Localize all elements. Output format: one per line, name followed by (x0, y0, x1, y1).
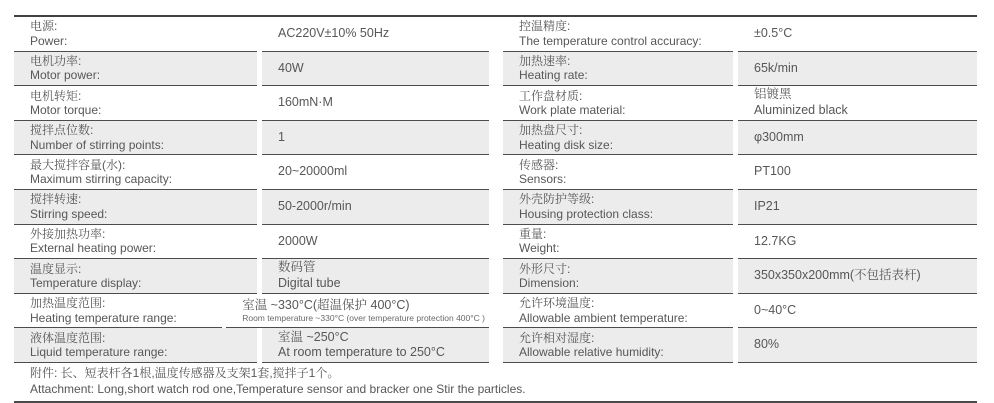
spec-value: 65k/min (754, 60, 798, 75)
spec-value: 1 (278, 129, 285, 144)
spec-value: IP21 (754, 198, 780, 213)
spec-value: 0~40°C (754, 302, 797, 317)
spec-value-cell (738, 86, 977, 121)
spec-label-cell (14, 17, 257, 52)
label-zh: 电机转矩: (30, 88, 82, 103)
spec-label-cell (503, 52, 733, 87)
spec-row-relative-humidity (503, 328, 977, 363)
spec-row-power (14, 17, 489, 52)
spec-row-motor-power (14, 52, 489, 87)
label-en: Dimension: (519, 275, 580, 290)
spec-row-stirring-points (14, 121, 489, 156)
spec-value: 160mN·M (278, 95, 333, 110)
label-en: Sensors: (519, 172, 567, 187)
label-zh: 允许环境温度: (519, 296, 595, 311)
spec-value-cell (262, 259, 489, 294)
label-en: Power: (30, 33, 68, 48)
spec-value: 20~20000ml (278, 164, 348, 179)
spec-label-cell (14, 121, 257, 156)
label-zh: 外接加热功率: (30, 226, 106, 241)
spec-row-weight (503, 225, 977, 260)
spec-label-cell (503, 225, 733, 260)
label-en: Weight: (519, 241, 560, 256)
spec-table-right (503, 17, 977, 363)
spec-value-line2: At room temperature to 250°C (278, 345, 445, 360)
label-zh: 允许相对湿度: (519, 330, 595, 345)
label-en: Number of stirring points: (30, 137, 165, 152)
spec-value-cell (262, 225, 489, 260)
spec-value: 数码管 (278, 260, 316, 275)
attachment-text-en: Attachment: Long,short watch rod one,Temperature sensor and bracker one Stir the particles. (30, 381, 526, 396)
spec-value: 80% (754, 337, 780, 352)
label-zh: 温度显示: (30, 261, 82, 276)
spec-value-cell (738, 155, 977, 190)
spec-label-cell (14, 86, 257, 121)
spec-value-cell (262, 86, 489, 121)
spec-value-cell (262, 17, 489, 52)
spec-label-cell (503, 155, 733, 190)
spec-value-cell (262, 190, 489, 225)
spec-value-cell (738, 17, 977, 52)
spec-row-external-heating-power (14, 225, 489, 260)
spec-label-cell (503, 190, 733, 225)
spec-row-heating-disk-size (503, 121, 977, 156)
label-zh: 外形尺寸: (519, 261, 571, 276)
label-zh: 搅拌点位数: (30, 123, 94, 138)
label-en: Allowable ambient temperature: (519, 310, 688, 325)
label-en: Stirring speed: (30, 206, 108, 221)
label-en: Heating disk size: (519, 137, 614, 152)
spec-tables (14, 15, 977, 363)
spec-row-temp-control-accuracy (503, 17, 977, 52)
spec-label-cell (503, 328, 733, 363)
label-en: The temperature control accuracy: (519, 33, 702, 48)
spec-value: 50-2000r/min (278, 198, 352, 213)
spec-value-cell (226, 294, 489, 329)
spec-row-stirring-capacity (14, 155, 489, 190)
spec-label-cell (14, 259, 257, 294)
spec-value: 室温 ~250°C (278, 329, 349, 344)
spec-label-cell (503, 294, 733, 329)
spec-row-housing-protection (503, 190, 977, 225)
spec-row-liquid-temp-range (14, 328, 489, 363)
spec-row-heating-temp-range (14, 294, 489, 329)
spec-row-sensors (503, 155, 977, 190)
label-zh: 传感器: (519, 157, 559, 172)
spec-value-cell (738, 259, 977, 294)
label-zh: 外壳防护等级: (519, 192, 595, 207)
spec-value: φ300mm (754, 129, 804, 144)
label-en: Motor torque: (30, 102, 102, 117)
attachment-note (14, 363, 977, 403)
label-zh: 加热盘尺寸: (519, 123, 583, 138)
label-zh: 控温精度: (519, 19, 571, 34)
spec-value-line2: Digital tube (278, 275, 341, 290)
label-en: Temperature display: (30, 275, 142, 290)
label-en: Motor power: (30, 68, 101, 83)
label-en: Maximum stirring capacity: (30, 172, 173, 187)
spec-sheet (14, 15, 977, 403)
spec-value-cell (738, 225, 977, 260)
spec-row-ambient-temperature (503, 294, 977, 329)
spec-value: 2000W (278, 233, 318, 248)
label-zh: 电机功率: (30, 54, 82, 68)
spec-label-cell (503, 86, 733, 121)
label-zh: 最大搅拌容量(水): (30, 157, 126, 172)
attachment-text-zh: 附件: 长、短表杆各1根,温度传感器及支架1套,搅拌子1个。 (30, 365, 340, 380)
spec-label-cell (14, 294, 222, 329)
spec-row-temperature-display (14, 259, 489, 294)
label-zh: 加热速率: (519, 54, 571, 68)
spec-value-line2: Room temperature ~330°C (over temperature protection 400°C ) (242, 313, 485, 324)
label-en: Allowable relative humidity: (519, 345, 664, 360)
spec-value: 室温 ~330°C(超温保护 400°C) (242, 297, 410, 312)
spec-value: AC220V±10% 50Hz (278, 25, 390, 40)
spec-value-line2: Aluminized black (754, 102, 848, 117)
spec-value-cell (262, 52, 489, 87)
label-zh: 重量: (519, 226, 547, 241)
label-en: Housing protection class: (519, 206, 654, 221)
spec-label-cell (503, 17, 733, 52)
spec-value: 铝镀黑 (754, 87, 792, 102)
spec-label-cell (503, 121, 733, 156)
spec-row-dimension (503, 259, 977, 294)
spec-label-cell (14, 328, 257, 363)
spec-value: PT100 (754, 164, 791, 179)
spec-row-stirring-speed (14, 190, 489, 225)
spec-value-cell (262, 155, 489, 190)
label-zh: 搅拌转速: (30, 192, 82, 207)
spec-value-cell (738, 52, 977, 87)
label-en: Liquid temperature range: (30, 345, 168, 360)
spec-value-cell (738, 121, 977, 156)
spec-row-motor-torque (14, 86, 489, 121)
label-en: Work plate material: (519, 102, 626, 117)
label-en: Heating rate: (519, 68, 588, 83)
label-en: External heating power: (30, 241, 157, 256)
spec-label-cell (14, 190, 257, 225)
spec-label-cell (503, 259, 733, 294)
spec-value-cell (738, 294, 977, 329)
label-en: Heating temperature range: (30, 310, 177, 325)
spec-value-cell (738, 190, 977, 225)
spec-value-cell (262, 328, 489, 363)
label-zh: 加热温度范围: (30, 296, 106, 311)
spec-row-heating-rate (503, 52, 977, 87)
spec-label-cell (14, 155, 257, 190)
spec-value: ±0.5°C (754, 25, 793, 40)
spec-label-cell (14, 52, 257, 87)
spec-row-work-plate-material (503, 86, 977, 121)
spec-value: 350x350x200mm(不包括表杆) (754, 268, 921, 283)
spec-value-cell (738, 328, 977, 363)
label-zh: 工作盘材质: (519, 88, 583, 103)
spec-value-cell (262, 121, 489, 156)
spec-label-cell (14, 225, 257, 260)
label-zh: 电源: (30, 19, 58, 34)
spec-value: 40W (278, 60, 304, 75)
spec-value: 12.7KG (754, 233, 797, 248)
spec-table-left (14, 17, 489, 363)
label-zh: 液体温度范围: (30, 330, 106, 345)
